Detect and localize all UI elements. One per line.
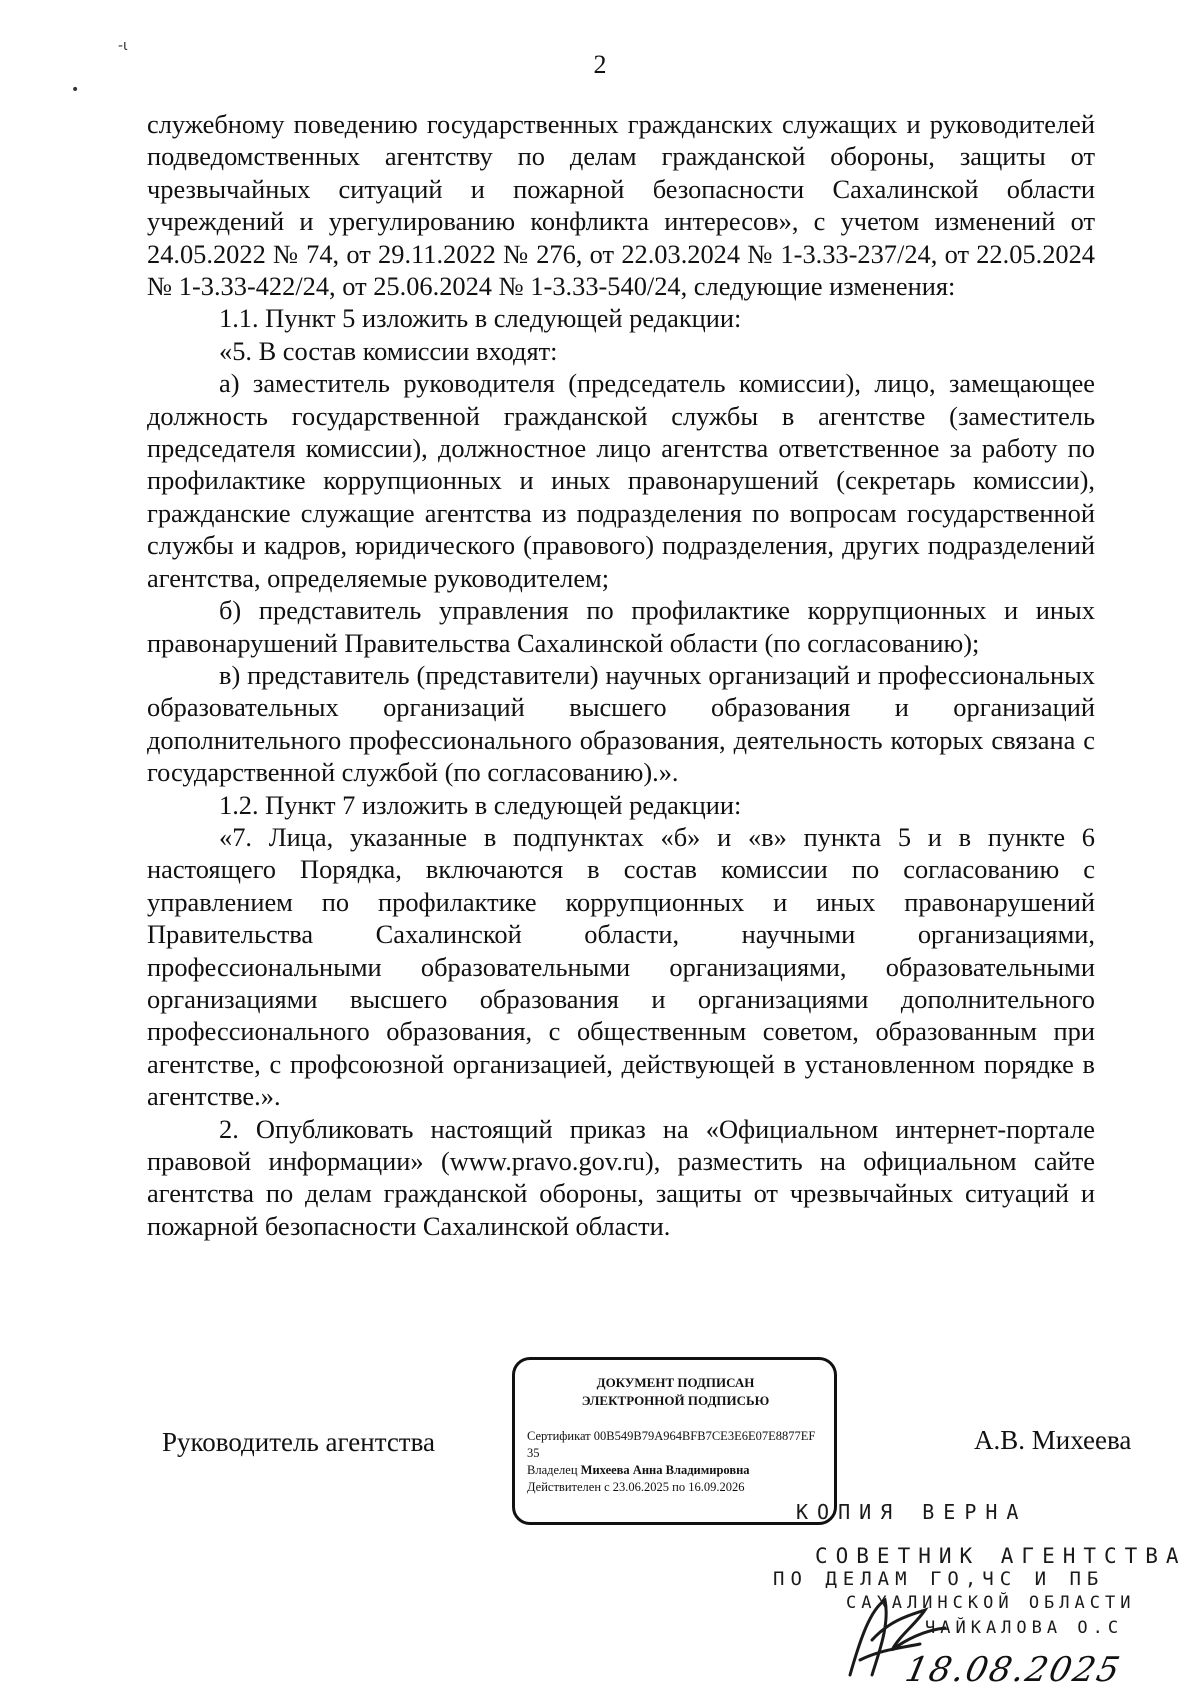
scan-mark-left: • [71,82,80,98]
paragraph-item-7: «7. Лица, указанные в подпунктах «б» и «в» пункта 5 и в пункте 6 настоящего Порядка, включаются в состав комиссии по согласованию с управлением по профилактике коррупционных и иных правонарушений Правительства Сахалинской области, научными организациями, профессиональными образовательными организациями, образовательными организациями высшего образования и организациями дополнительного профессионального образования, с общественным советом, образованным при агентстве, с профсоюзной организацией, действующей в установленном порядке в агентстве.». [147,821,1095,1112]
esign-owner [527,1462,824,1479]
scan-mark-top: -ι [118,38,128,54]
paragraph-1-2: 1.2. Пункт 7 изложить в следующей редакции: [219,789,742,820]
paragraph-1-1: 1.1. Пункт 5 изложить в следующей редакции: [219,303,742,334]
copy-stamp-position-line-3: САХАЛИНСКОЙ ОБЛАСТИ [846,1593,1136,1613]
copy-stamp-position-line-4: ЧАЙКАЛОВА О.С [925,1618,1124,1638]
esign-cert-label: Сертификат [527,1429,591,1443]
esign-title-line-2: ЭЛЕКТРОННОЙ ПОДПИСЬЮ [581,1393,770,1408]
document-body [147,108,1095,1242]
paragraph-2-publish: 2. Опубликовать настоящий приказ на «Официальном интернет-портале правовой информации» (www.pravo.gov.ru), разместить на официальном сайте агентства по делам гражданской обороны, защиты от чрезвычайных ситуаций и пожарной безопасности Сахалинской области. [147,1113,1095,1241]
paragraph-item-5-b: б) представитель управления по профилактике коррупционных и иных правонарушений Правительства Сахалинской области (по согласованию); [147,595,1095,658]
esign-validity: Действителен с 23.06.2025 по 16.09.2026 [527,1480,745,1494]
paragraph-item-5-a: а) заместитель руководителя (председатель комиссии), лицо, замещающее должность государственной гражданской службы в агентстве (заместитель председателя комиссии), должностное лицо агентства ответственное за работу по профилактике коррупционных и иных правонарушений (секретарь комиссии), гражданские служащие агентства из подразделения по вопросам государственной службы и кадров, юридического (правового) подразделения, других подразделений агентства, определяемые руководителем; [147,368,1095,593]
esign-title-line-1: ДОКУМЕНТ ПОДПИСАН [596,1375,755,1390]
paragraph-item-5-v: в) представитель (представители) научных организаций и профессиональных образовательных организаций высшего образования и организаций дополнительного профессионального образования, деятельность которых связана с государственной службой (по согласованию).». [147,659,1095,788]
signer-title: Руководитель агентства [162,1427,435,1457]
electronic-signature-stamp [512,1357,837,1525]
esign-stamp-title [527,1374,824,1410]
page-number: 2 [593,50,607,79]
paragraph-intro-continuation: служебному поведению государственных гражданских служащих и руководителей подведомственных агентству по делам гражданской обороны, защиты от чрезвычайных ситуаций и пожарной безопасности Сахалинской области учреждений и урегулированию конфликта интересов», с учетом изменений от 24.05.2022 № 74, от 29.11.2022 № 276, от 22.03.2024 № 1-3.33-237/24, от 22.05.2024 № 1-3.33-422/24, от 25.06.2024 № 1-3.33-540/24, следующие изменения: [147,109,1095,302]
esign-certificate [527,1428,824,1462]
copy-stamp-position-line-2: ПО ДЕЛАМ ГО,ЧС И ПБ [773,1568,1105,1590]
esign-owner-value: Михеева Анна Владимировна [580,1463,750,1477]
esign-cert-value: 00B549B79A964BFB7CE3E6E07E8877EF 35 [527,1429,816,1460]
handwritten-date: 18.08.2025 [901,1650,1125,1690]
copy-stamp-position-line-1: СОВЕТНИК АГЕНТСТВА [815,1544,1187,1568]
paragraph-item-5: «5. В состав комиссии входят: [219,335,558,366]
esign-owner-label: Владелец [527,1463,578,1477]
copy-true-stamp: КОПИЯ ВЕРНА [796,1500,1028,1524]
signer-name: А.В. Михеева [974,1425,1132,1455]
